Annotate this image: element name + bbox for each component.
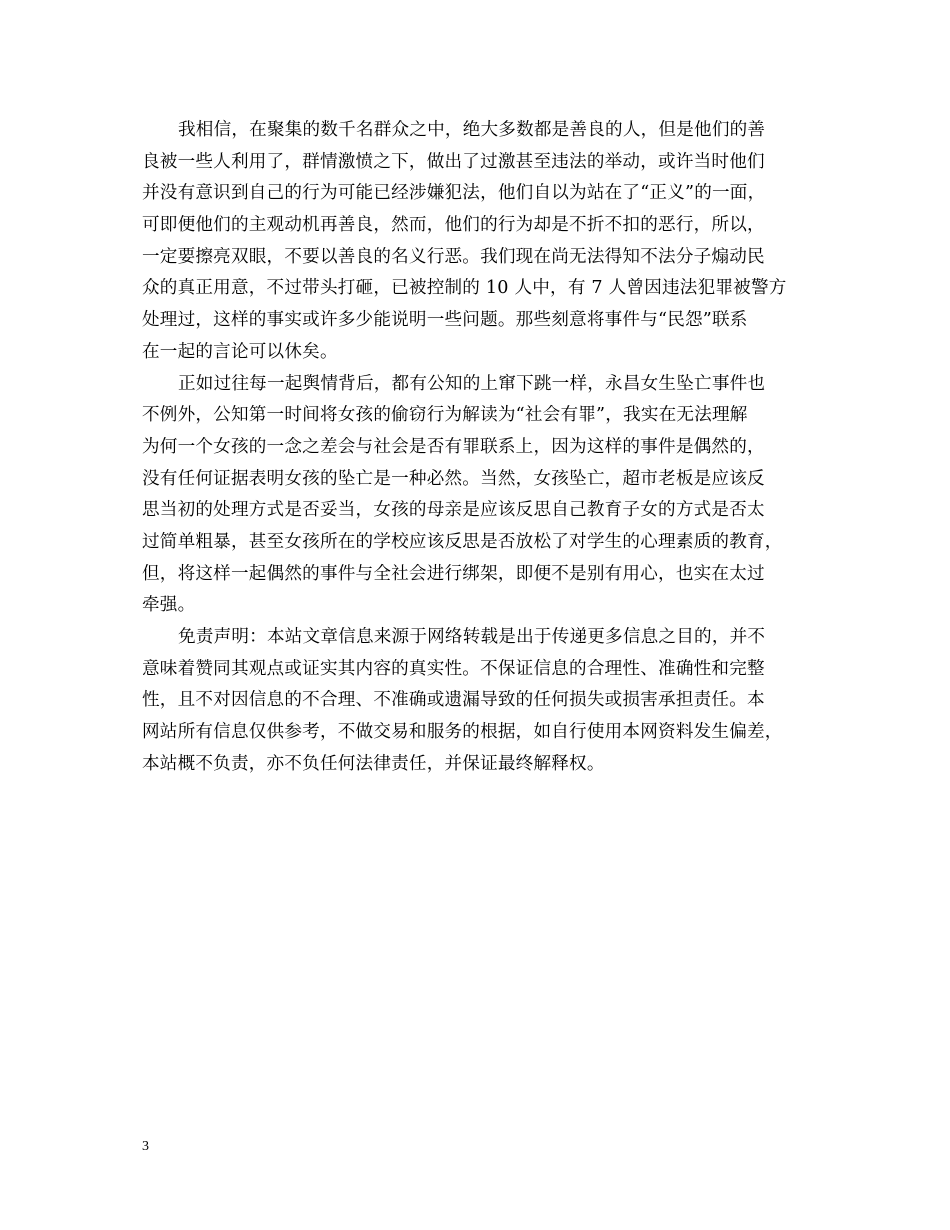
paragraph-line: 一定要擦亮双眼，不要以善良的名义行恶。我们现在尚无法得知不法分子煽动民	[142, 246, 765, 267]
paragraph-line: 牵强。	[142, 595, 196, 616]
paragraph-line: 意味着赞同其观点或证实其内容的真实性。不保证信息的合理性、准确性和完整	[142, 658, 765, 679]
paragraph-1	[142, 115, 812, 369]
paragraph-line: 但，将这样一起偶然的事件与全社会进行绑架，即便不是别有用心，也实在太过	[142, 563, 765, 584]
disclaimer-paragraph	[142, 622, 812, 780]
paragraph-line: 可即便他们的主观动机再善良，然而，他们的行为却是不折不扣的恶行，所以，	[142, 215, 765, 236]
paragraph-line: 免责声明：本站文章信息来源于网络转载是出于传递更多信息之目的，并不	[178, 627, 766, 647]
paragraph-line: 众的真正用意，不过带头打砸，已被控制的 10 人中，有 7 人曾因违法犯罪被警方	[142, 278, 787, 299]
paragraph-line: 不例外，公知第一时间将女孩的偷窃行为解读为“社会有罪”，我实在无法理解	[142, 405, 748, 426]
paragraph-line: 并没有意识到自己的行为可能已经涉嫌犯法，他们自以为站在了“正义”的一面，	[142, 183, 766, 204]
paragraph-line: 在一起的言论可以休矣。	[142, 341, 338, 362]
paragraph-line: 我相信，在聚集的数千名群众之中，绝大多数都是善良的人，但是他们的善	[178, 120, 766, 140]
paragraph-line: 处理过，这样的事实或许多少能说明一些问题。那些刻意将事件与“民怨”联系	[142, 310, 748, 331]
paragraph-line: 思当初的处理方式是否妥当，女孩的母亲是应该反思自己教育子女的方式是否太	[142, 500, 765, 521]
paragraph-2	[142, 369, 812, 623]
paragraph-line: 没有任何证据表明女孩的坠亡是一种必然。当然，女孩坠亡，超市老板是应该反	[142, 468, 765, 489]
paragraph-line: 过简单粗暴，甚至女孩所在的学校应该反思是否放松了对学生的心理素质的教育，	[142, 531, 783, 552]
paragraph-line: 良被一些人利用了，群情激愤之下，做出了过激甚至违法的举动，或许当时他们	[142, 151, 765, 172]
paragraph-line: 网站所有信息仅供参考，不做交易和服务的根据，如自行使用本网资料发生偏差，	[142, 722, 783, 743]
page-number: 3	[142, 1139, 149, 1154]
paragraph-line: 为何一个女孩的一念之差会与社会是否有罪联系上，因为这样的事件是偶然的，	[142, 436, 765, 457]
document-body	[142, 115, 812, 780]
paragraph-line: 本站概不负责，亦不负任何法律责任，并保证最终解释权。	[142, 753, 605, 774]
paragraph-line: 正如过往每一起舆情背后，都有公知的上窜下跳一样，永昌女生坠亡事件也	[178, 373, 766, 394]
paragraph-line: 性，且不对因信息的不合理、不准确或遗漏导致的任何损失或损害承担责任。本	[142, 690, 765, 711]
